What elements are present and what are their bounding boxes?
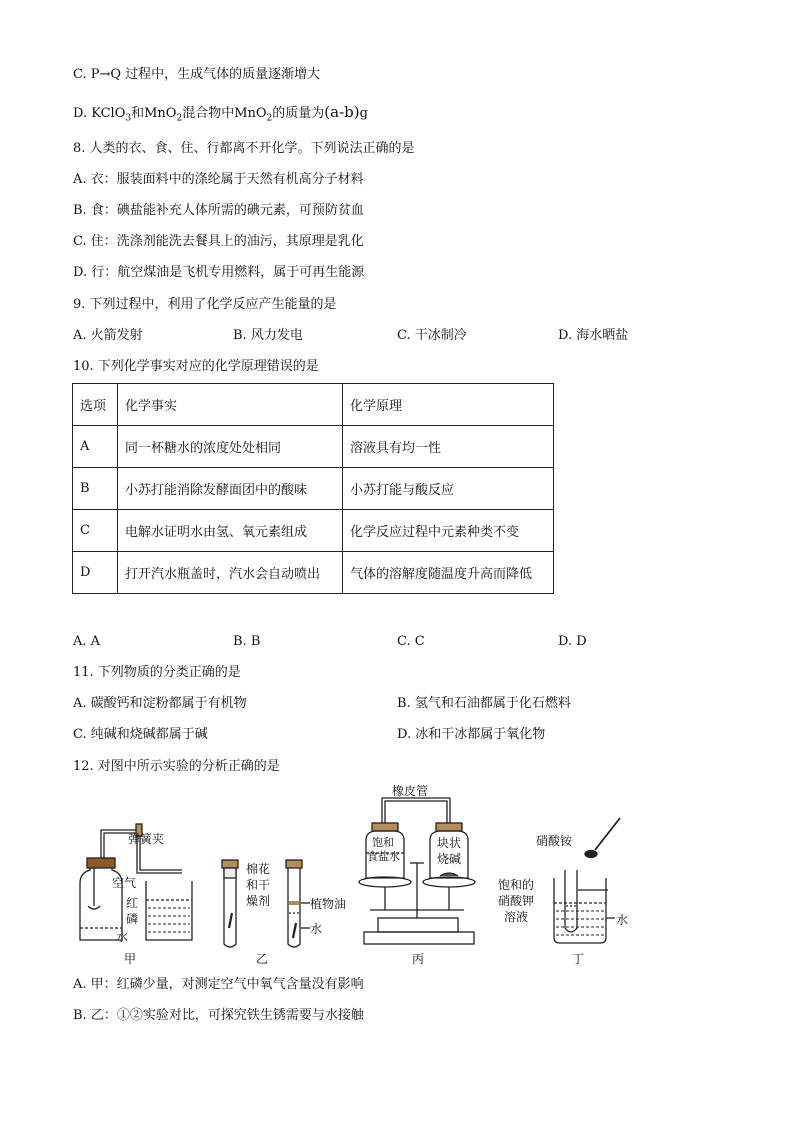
table-header-cell: 化学原理 bbox=[343, 384, 554, 426]
label-red-p-2: 磷 bbox=[126, 912, 139, 926]
label-air: 空气 bbox=[112, 876, 137, 890]
q10-option-c: C. C bbox=[397, 634, 425, 649]
label-red-p-1: 红 bbox=[126, 896, 139, 910]
table-cell: C bbox=[73, 510, 118, 552]
q10-option-a: A. A bbox=[73, 634, 101, 649]
q8-option-b: B. 食：碘盐能补充人体所需的碘元素，可预防贫血 bbox=[73, 203, 364, 218]
q11-stem: 11. 下列物质的分类正确的是 bbox=[73, 665, 241, 680]
table-header-cell: 化学事实 bbox=[118, 384, 343, 426]
label-salt-water: 食盐水 bbox=[367, 850, 400, 863]
q9-stem: 9. 下列过程中，利用了化学反应产生能量的是 bbox=[73, 297, 337, 312]
table-cell: 化学反应过程中元素种类不变 bbox=[343, 510, 554, 552]
q11-option-b: B. 氢气和石油都属于化石燃料 bbox=[397, 696, 571, 711]
table-cell: 小苏打能与酸反应 bbox=[343, 468, 554, 510]
label-cotton-2: 和干 bbox=[246, 878, 271, 892]
label-water-jia: 水 bbox=[116, 930, 129, 944]
q8-option-d: D. 行：航空煤油是飞机专用燃料，属于可再生能源 bbox=[73, 265, 365, 280]
label-jia: 甲 bbox=[124, 952, 137, 966]
table-header-row bbox=[73, 384, 554, 426]
table-cell: 气体的溶解度随温度升高而降低 bbox=[343, 552, 554, 594]
label-bing: 丙 bbox=[412, 952, 425, 966]
q12-stem: 12. 对图中所示实验的分析正确的是 bbox=[73, 759, 280, 774]
label-cotton-1: 棉花 bbox=[246, 862, 271, 876]
q9-option-a: A. 火箭发射 bbox=[73, 328, 143, 343]
label-water-ding: 水 bbox=[616, 913, 629, 927]
label-lumpy: 块状 bbox=[437, 836, 462, 850]
q12-option-a: A. 甲：红磷少量，对测定空气中氧气含量没有影响 bbox=[73, 977, 364, 992]
label-spring-clip: 弹簧夹 bbox=[128, 832, 165, 846]
table-cell: 溶液具有均一性 bbox=[343, 426, 554, 468]
table-cell: D bbox=[73, 552, 118, 594]
q7-option-c: C. P→Q 过程中，生成气体的质量逐渐增大 bbox=[73, 67, 321, 82]
label-ding: 丁 bbox=[572, 952, 585, 966]
q8-option-c: C. 住：洗涤剂能洗去餐具上的油污，其原理是乳化 bbox=[73, 234, 364, 249]
label-rubber-tube: 橡皮管 bbox=[392, 784, 429, 798]
q9-option-b: B. 风力发电 bbox=[233, 328, 303, 343]
label-water-yi: 水 bbox=[310, 922, 323, 936]
label-caustic-soda: 烧碱 bbox=[437, 852, 462, 866]
q12-option-b: B. 乙：①②实验对比，可探究铁生锈需要与水接触 bbox=[73, 1008, 364, 1023]
experiment-diagram bbox=[60, 778, 660, 968]
label-sol-2: 硝酸钾 bbox=[498, 894, 535, 908]
label-saturated: 饱和 bbox=[372, 836, 394, 849]
table-cell: 电解水证明水由氢、氧元素组成 bbox=[118, 510, 343, 552]
q8-stem: 8. 人类的衣、食、住、行都离不开化学。下列说法正确的是 bbox=[73, 141, 415, 156]
q10-table bbox=[72, 383, 554, 594]
q10-option-b: B. B bbox=[233, 634, 261, 649]
q9-option-c: C. 干冰制冷 bbox=[397, 328, 467, 343]
q8-option-a: A. 衣：服装面料中的涤纶属于天然有机高分子材料 bbox=[73, 172, 364, 187]
table-cell: A bbox=[73, 426, 118, 468]
table-row bbox=[73, 510, 554, 552]
q7-option-d: D. KClO$_3$和MnO$_2$混合物中MnO$_2$的质量为(a-b)g bbox=[73, 103, 368, 124]
table-row bbox=[73, 552, 554, 594]
label-cotton-3: 燥剂 bbox=[246, 894, 271, 908]
label-ammonium-nitrate: 硝酸铵 bbox=[536, 834, 573, 848]
table-cell: B bbox=[73, 468, 118, 510]
q10-stem: 10. 下列化学事实对应的化学原理错误的是 bbox=[73, 359, 319, 374]
label-plant-oil: 植物油 bbox=[310, 897, 347, 911]
label-yi: 乙 bbox=[256, 952, 269, 966]
table-cell: 打开汽水瓶盖时，汽水会自动喷出 bbox=[118, 552, 343, 594]
label-sol-3: 溶液 bbox=[504, 910, 529, 924]
q9-option-d: D. 海水晒盐 bbox=[558, 328, 629, 343]
table-row bbox=[73, 468, 554, 510]
table-header-cell: 选项 bbox=[73, 384, 118, 426]
label-sol-1: 饱和的 bbox=[498, 878, 535, 892]
q12-figure bbox=[60, 778, 660, 968]
table-cell: 同一杯糖水的浓度处处相同 bbox=[118, 426, 343, 468]
q11-option-c: C. 纯碱和烧碱都属于碱 bbox=[73, 727, 208, 742]
q11-option-a: A. 碳酸钙和淀粉都属于有机物 bbox=[73, 696, 247, 711]
q11-option-d: D. 冰和干冰都属于氧化物 bbox=[397, 727, 546, 742]
q10-option-d: D. D bbox=[558, 634, 587, 649]
table-row bbox=[73, 426, 554, 468]
table-cell: 小苏打能消除发酵面团中的酸味 bbox=[118, 468, 343, 510]
